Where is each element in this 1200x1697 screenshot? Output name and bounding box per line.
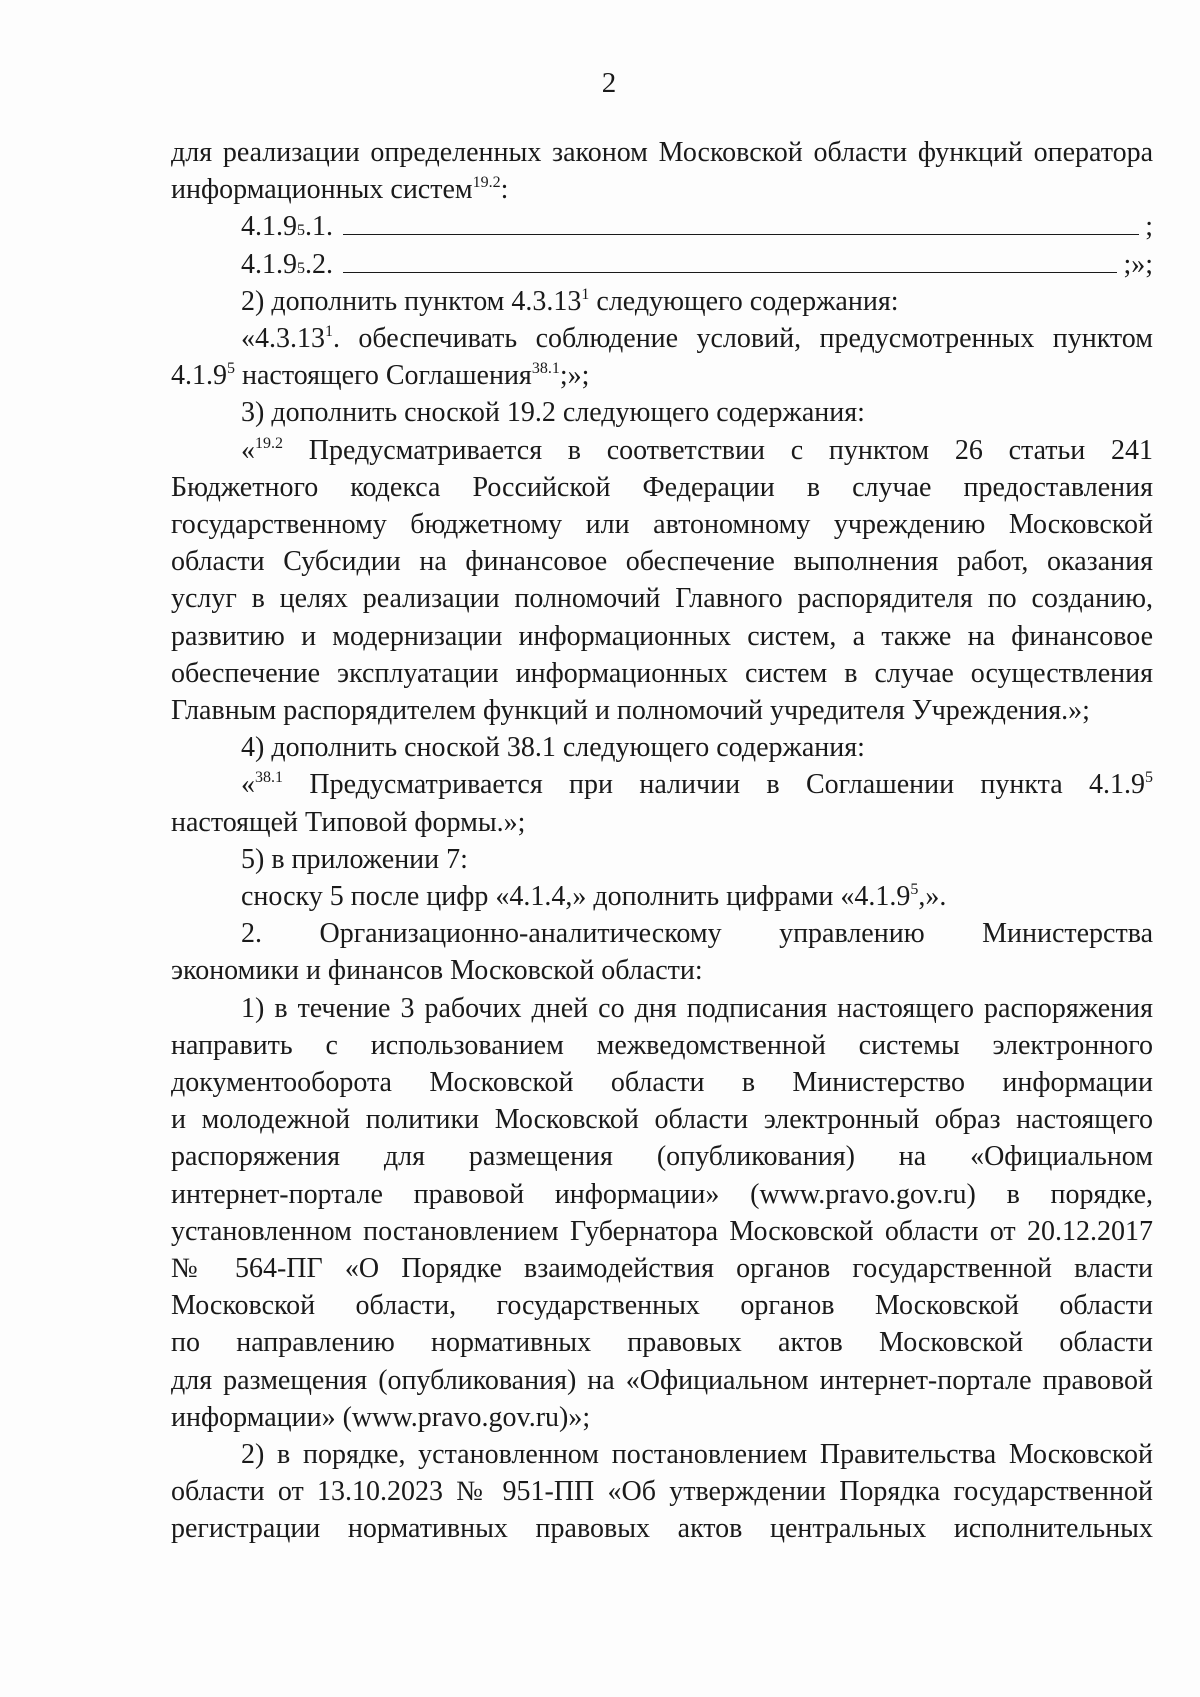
footnote-19-2-paragraph — [171, 432, 1153, 730]
text-line: Главным распорядителем функций и полномочий учредителя Учреждения.»; — [171, 695, 1090, 727]
footnote-ref: 19.2 — [472, 174, 501, 192]
text-line: 2) дополнить пунктом 4.3.13$^1$ следующего содержания: — [241, 285, 899, 317]
text-line: государственному бюджетному или автономному учреждению Московской — [171, 509, 1153, 540]
text-line: 2. Организационно-аналитическому управлению Министерства — [241, 918, 1153, 950]
page-number: 2 — [601, 67, 617, 99]
text-line: установленном постановлением Губернатора Московской области от 20.12.2017 — [171, 1215, 1153, 1247]
text-line: 4.1.9$^5$ настоящего Соглашения$^{38.1}$;»; — [171, 360, 590, 392]
text-line: для размещения (опубликования) на «Официальном интернет-портале правовой — [171, 1364, 1153, 1396]
text-line: 3) дополнить сноской 19.2 следующего содержания: — [241, 397, 865, 429]
text-line: 2) в порядке, установленном постановлением Правительства Московской — [241, 1439, 1153, 1471]
text-line: информации» (www.pravo.gov.ru)»; — [171, 1401, 591, 1433]
fill-in-item-1: 4.1.9 5 .1. ; — [171, 208, 1153, 245]
text-line: распоряжения для размещения (опубликования) на «Официальном — [171, 1141, 1153, 1173]
text-line: 1) в течение 3 рабочих дней со дня подписания настоящего распоряжения — [241, 992, 1153, 1024]
text-line: интернет-портале правовой информации» (www.pravo.gov.ru) в порядке, — [171, 1178, 1153, 1210]
text-line: 4) дополнить сноской 38.1 следующего содержания: — [241, 732, 865, 764]
text-line: обеспечение эксплуатации информационных систем в случае осуществления — [171, 657, 1153, 689]
text-line: «4.3.13$^1$. обеспечивать соблюдение условий, предусмотренных пунктом — [241, 322, 1153, 354]
item-5-paragraph — [171, 841, 1153, 878]
text-line: экономики и финансов Московской области: — [171, 955, 703, 987]
item-2-paragraph — [171, 283, 1153, 320]
text-line: информационных систем$^{19.2}$: — [171, 174, 509, 206]
item-3-paragraph — [171, 394, 1153, 431]
blank-rule — [343, 208, 1139, 235]
document-body — [171, 134, 1153, 1548]
text-line: настоящей Типовой формы.»; — [171, 806, 526, 838]
text-line: сноску 5 после цифр «4.1.4,» дополнить цифрами «4.1.9$^5$,». — [241, 881, 947, 913]
text-line: документооборота Московской области в Министерство информации — [171, 1067, 1153, 1099]
item-4-paragraph — [171, 729, 1153, 766]
section-2-item-2 — [171, 1436, 1153, 1548]
text-line: № 564-ПГ «О Порядке взаимодействия органов государственной власти — [171, 1253, 1153, 1285]
text-line: 5) в приложении 7: — [241, 843, 468, 875]
section-2-heading — [171, 915, 1153, 989]
text-line: области Субсидии на финансовое обеспечение выполнения работ, оказания — [171, 546, 1153, 578]
text-line: и молодежной политики Московской области электронный образ настоящего — [171, 1104, 1153, 1136]
quote-4-3-13-paragraph — [171, 320, 1153, 394]
blank-rule — [343, 246, 1117, 273]
text-line: для реализации определенных законом Московской области функций оператора — [171, 137, 1153, 168]
text-line: области от 13.10.2023 № 951-ПП «Об утверждении Порядка государственной — [171, 1476, 1153, 1508]
text-line: Московской области, государственных органов Московской области — [171, 1290, 1153, 1322]
text-line: услуг в целях реализации полномочий Главного распорядителя по созданию, — [171, 583, 1153, 615]
text-line: Бюджетного кодекса Российской Федерации в случае предоставления — [171, 471, 1153, 503]
text-line: развитию и модернизации информационных систем, а также на финансовое — [171, 620, 1153, 652]
fill-in-item-2: 4.1.9 5 .2. ;»; — [171, 246, 1153, 283]
footnote-5-amendment — [171, 878, 1153, 915]
intro-paragraph — [171, 134, 1153, 208]
text-line: направить с использованием межведомственной системы электронного — [171, 1029, 1153, 1061]
text-line: регистрации нормативных правовых актов центральных исполнительных — [171, 1513, 1153, 1545]
text-line: «$^{38.1}$ Предусматривается при наличии в Соглашении пункта 4.1.9$^5$ — [241, 769, 1153, 801]
section-2-item-1 — [171, 990, 1153, 1436]
text-line: по направлению нормативных правовых актов Московской области — [171, 1327, 1153, 1359]
footnote-38-1-paragraph — [171, 766, 1153, 840]
text-line: «$^{19.2}$ Предусматривается в соответствии с пунктом 26 статьи 241 — [241, 434, 1153, 466]
